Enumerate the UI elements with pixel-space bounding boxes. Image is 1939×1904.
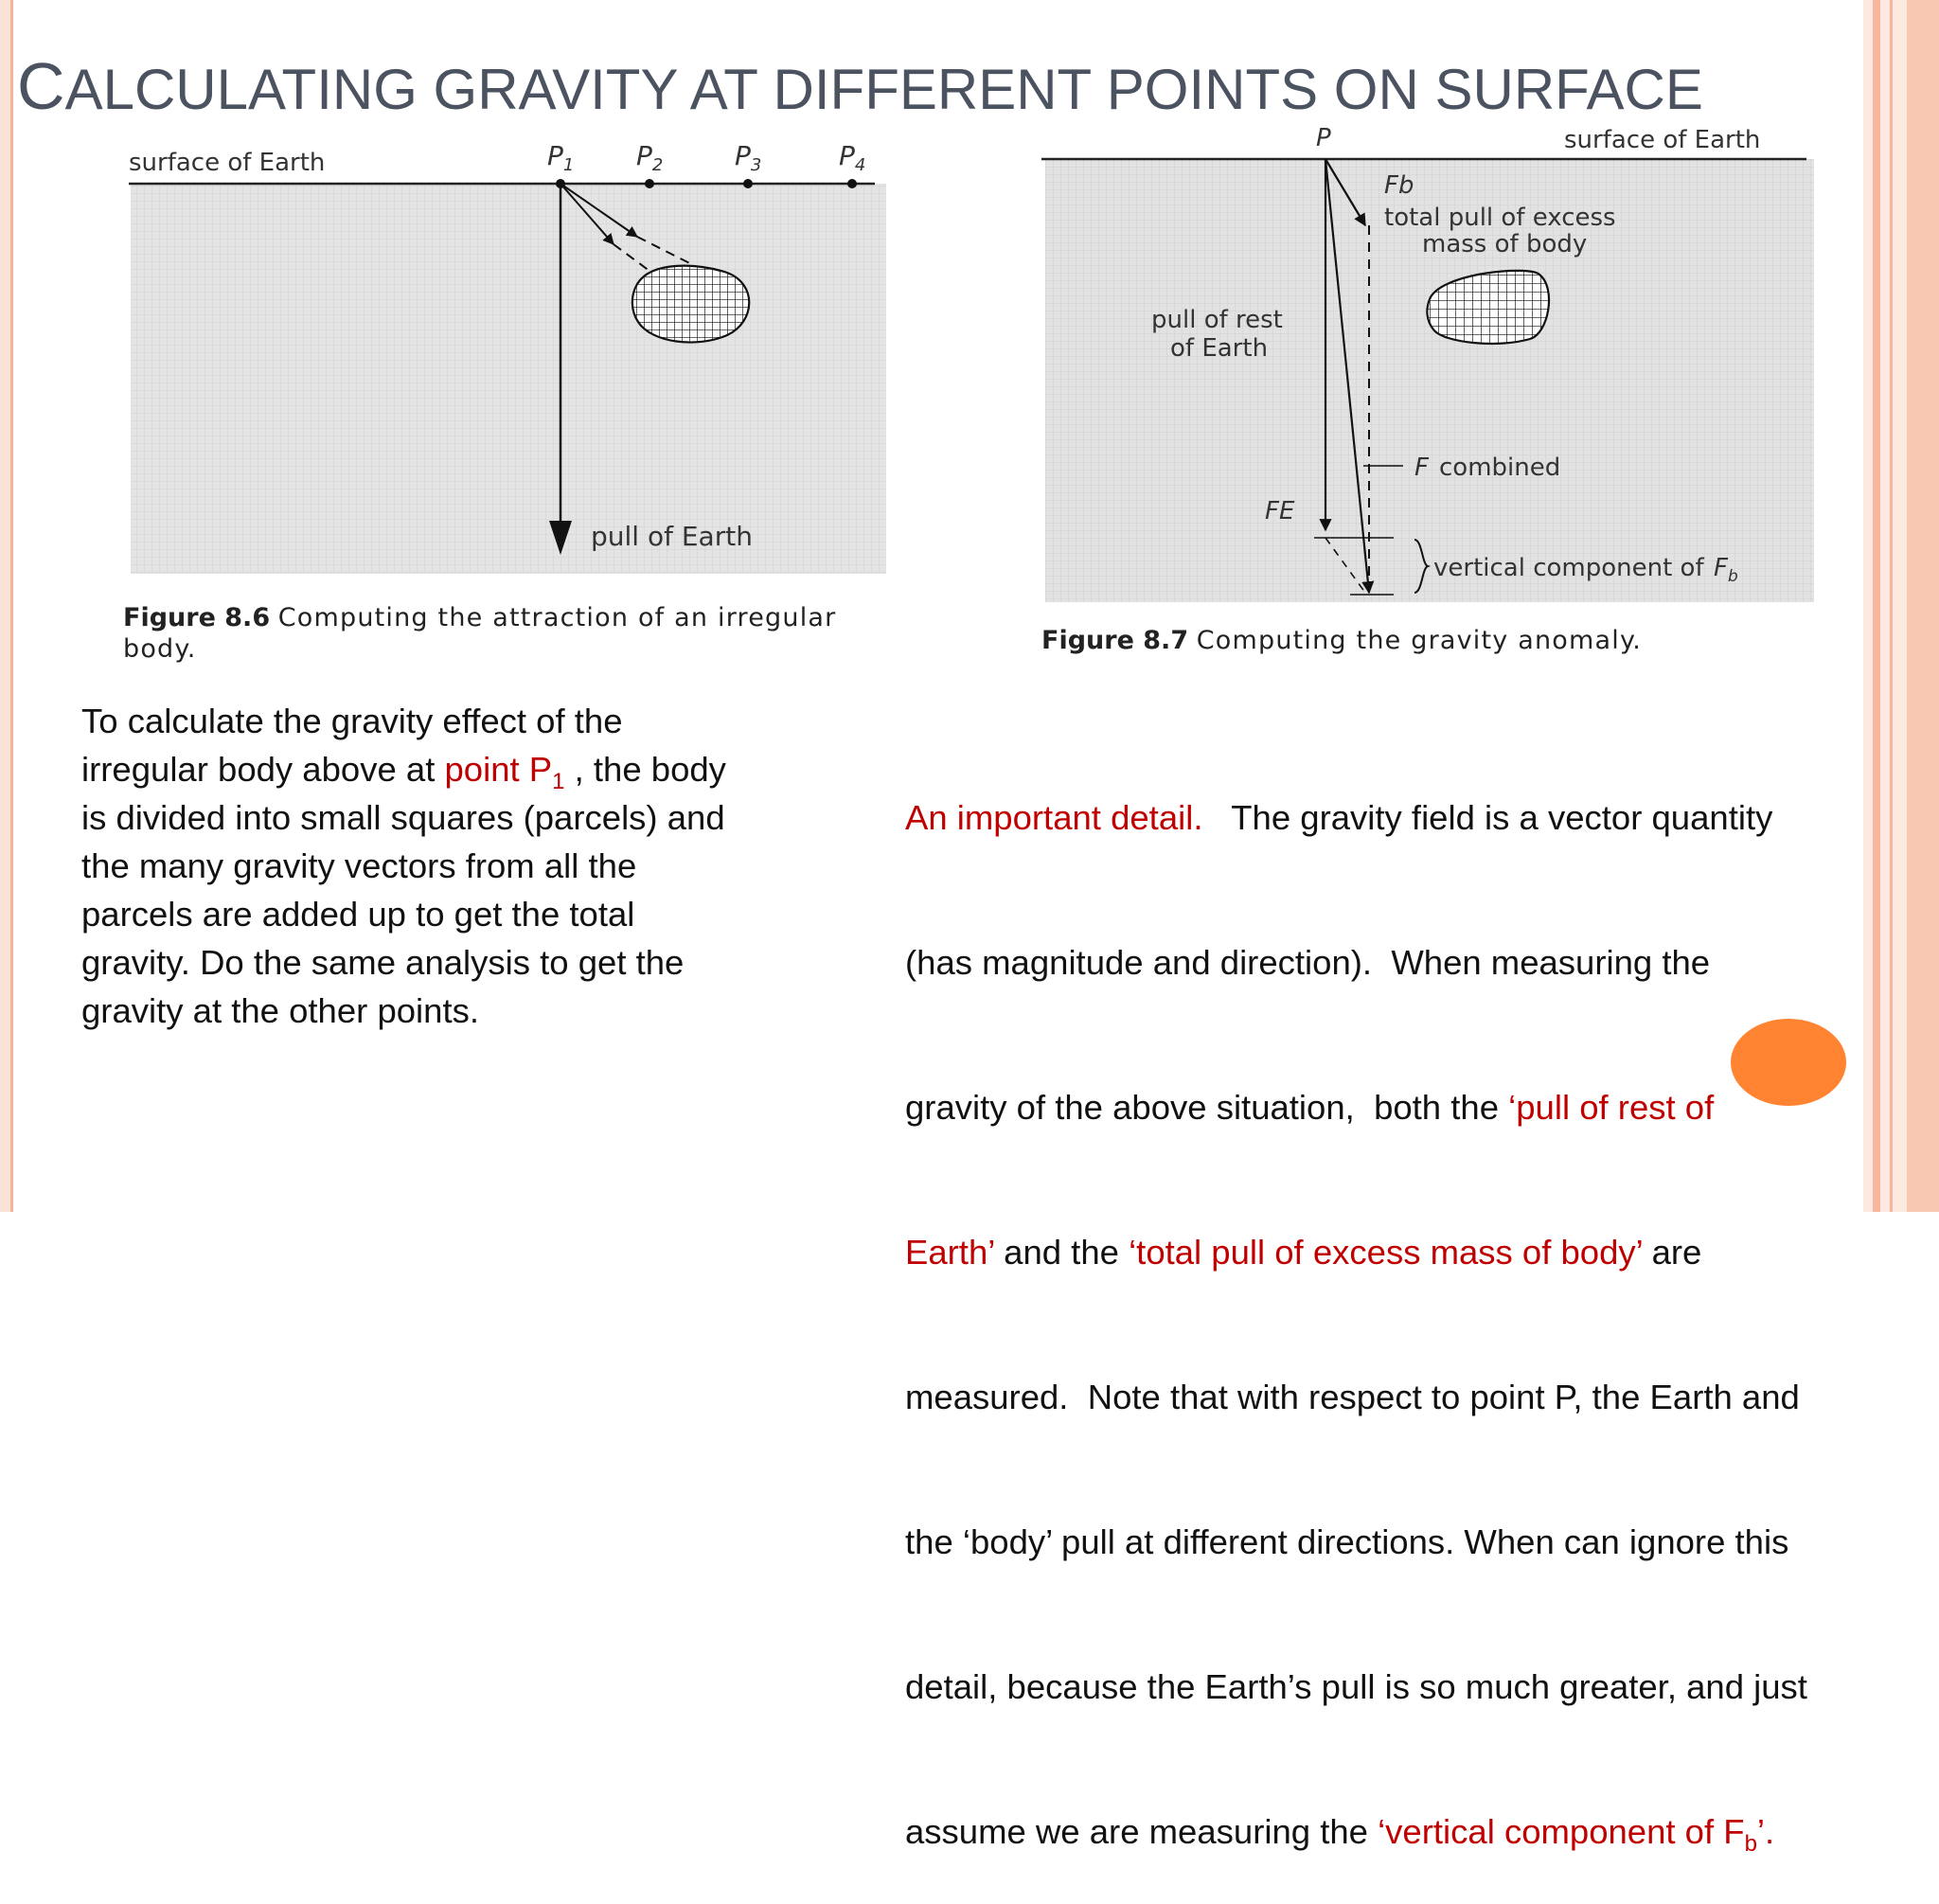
point-p1-highlight: point $P_1$ bbox=[444, 750, 565, 794]
figure-8-7 bbox=[1038, 121, 1823, 614]
fig86-caption-text: Computing the attraction of an irregular body. bbox=[123, 603, 837, 664]
fig87-caption-text: Computing the gravity anomaly. bbox=[1196, 626, 1643, 655]
fig87-rest-line1: pull of rest bbox=[1151, 306, 1283, 334]
cursor-highlight-dot bbox=[1731, 1019, 1846, 1106]
fig86-caption bbox=[123, 602, 899, 665]
left-line-4: the many gravity vectors from all the bbox=[81, 846, 637, 885]
right-paragraph bbox=[905, 697, 1890, 1904]
left-line-2: irregular body above at point $P_1$ , the body bbox=[81, 750, 726, 794]
fig87-total-pull-line1: total pull of excess bbox=[1384, 204, 1616, 232]
fig86-ground bbox=[131, 184, 886, 574]
left-line-3: is divided into small squares (parcels) and bbox=[81, 798, 725, 837]
vertical-component-highlight: ‘vertical component of $F_b$ bbox=[1378, 1812, 1757, 1857]
fig86-label-p3: $P_3$ bbox=[735, 140, 762, 175]
left-line-6: gravity. Do the same analysis to get the bbox=[81, 943, 685, 982]
fig87-vertical-label: vertical component of bbox=[1433, 554, 1704, 582]
fig87-fb-label: Fb bbox=[1384, 171, 1414, 200]
left-line-1: To calculate the gravity effect of the bbox=[81, 702, 623, 740]
figure-8-6 bbox=[121, 133, 898, 587]
slide-left-border bbox=[0, 0, 13, 1212]
fig87-total-pull-line2: mass of body bbox=[1422, 230, 1588, 258]
fig86-point-p3 bbox=[743, 179, 753, 188]
fig86-surface-label: surface of Earth bbox=[129, 149, 326, 177]
fig86-label-p4: $P_4$ bbox=[839, 140, 866, 175]
right-line-2: (has magnitude and direction). When measuring the bbox=[905, 943, 1711, 982]
left-line-7: gravity at the other points. bbox=[81, 991, 479, 1030]
slide-title bbox=[17, 44, 1844, 112]
fig86-pull-label: pull of Earth bbox=[591, 521, 753, 552]
left-line-5: parcels are added up to get the total bbox=[81, 895, 635, 934]
fig87-vertical-fb: $F_b$ bbox=[1714, 554, 1738, 586]
fig87-rest-line2: of Earth bbox=[1170, 334, 1269, 363]
fig87-combined-label: combined bbox=[1439, 454, 1561, 482]
fig86-label-p2: $P_2$ bbox=[636, 140, 664, 175]
slide-title-rest: ALCULATING GRAVITY AT DIFFERENT POINTS ON SURFACE bbox=[64, 58, 1703, 112]
fig86-point-p4 bbox=[847, 179, 857, 188]
right-line-7: detail, because the Earth’s pull is so much greater, and just bbox=[905, 1667, 1807, 1706]
right-line-8: assume we are measuring the ‘vertical component of $F_b$’. bbox=[905, 1812, 1775, 1857]
fig86-label-p1: $P_1$ bbox=[547, 140, 575, 175]
fig87-label-p: P bbox=[1316, 124, 1331, 152]
important-detail: An important detail. bbox=[905, 798, 1203, 837]
fig87-caption bbox=[1041, 625, 1818, 656]
fig86-caption-number: Figure 8.6 bbox=[123, 603, 271, 632]
fig87-surface-label: surface of Earth bbox=[1564, 126, 1761, 154]
right-line-1: An important detail. The gravity field is a vector quantity bbox=[905, 798, 1773, 837]
left-paragraph bbox=[81, 697, 896, 1035]
right-line-5: measured. Note that with respect to point P, the Earth and bbox=[905, 1378, 1800, 1416]
fig87-fe-label: FE bbox=[1265, 497, 1295, 525]
fig86-irregular-body bbox=[632, 266, 749, 343]
right-line-6: the ‘body’ pull at different directions. When can ignore this bbox=[905, 1522, 1789, 1561]
fig87-combined-f: F bbox=[1414, 454, 1429, 482]
fig87-caption-number: Figure 8.7 bbox=[1041, 626, 1189, 655]
fig86-point-p2 bbox=[645, 179, 654, 188]
right-line-4: Earth’ and the ‘total pull of excess mass of body’ are bbox=[905, 1233, 1702, 1272]
slide-title-initial: C bbox=[17, 49, 65, 112]
right-line-3: gravity of the above situation, both the ‘pull of rest of bbox=[905, 1088, 1715, 1127]
